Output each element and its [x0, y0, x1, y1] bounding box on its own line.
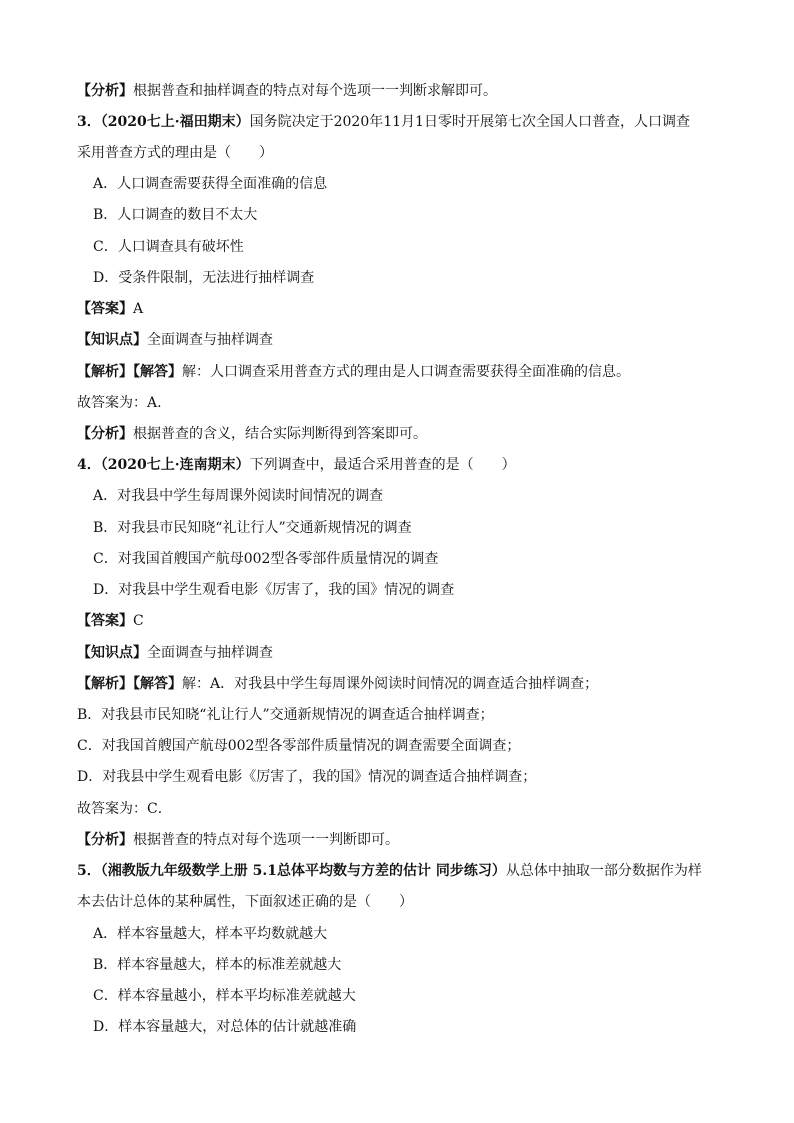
q4-stem: [77, 454, 734, 476]
q5-stem-line2: 本去估计总体的某种属性，下面叙述正确的是（ ）: [77, 894, 413, 910]
q3-option-d: D．受条件限制，无法进行抽样调查: [93, 270, 315, 286]
q5-option-c: C．样本容量越小，样本平均标准差就越大: [93, 988, 356, 1004]
analysis-text: 根据普查的含义，结合实际判断得到答案即可。: [133, 426, 427, 442]
q5-option-d: D．样本容量越大，对总体的估计就越准确: [93, 1019, 357, 1035]
q3-option-a: A．人口调查需要获得全面准确的信息: [93, 176, 328, 192]
q3-answer: [77, 298, 734, 320]
explanation-label: 【解析】【解答】: [77, 364, 182, 380]
analysis-label: 【分析】: [77, 832, 133, 848]
question-source: （2020七上·福田期末）: [100, 114, 250, 130]
question-stem: 从总体中抽取一部分数据作为样: [505, 863, 702, 879]
q4-conclusion: 故答案为：C．: [77, 801, 172, 817]
answer-label: 【答案】: [77, 301, 133, 317]
q4-option-a: A．对我县中学生每周课外阅读时间情况的调查: [93, 488, 384, 504]
explanation-text: 解：人口调查采用普查方式的理由是人口调查需要获得全面准确的信息。: [182, 364, 630, 380]
q4-knowledge-point: [77, 642, 734, 664]
knowledge-label: 【知识点】: [77, 332, 147, 348]
q5-option-b: B．样本容量越大，样本的标准差就越大: [93, 957, 342, 973]
q3-option-c: C．人口调查具有破坏性: [93, 239, 244, 255]
q3-analysis: [77, 423, 734, 445]
q3-stem-line2: 采用普查方式的理由是（ ）: [77, 145, 273, 161]
knowledge-text: 全面调查与抽样调查: [147, 332, 273, 348]
q5-option-a: A．样本容量越大，样本平均数就越大: [93, 926, 328, 942]
q3-knowledge-point: [77, 329, 734, 351]
q3-conclusion: 故答案为：A.: [77, 395, 162, 411]
explanation-text: 解：A．对我县中学生每周课外阅读时间情况的调查适合抽样调查；: [182, 676, 599, 692]
q4-option-d: D．对我县中学生观看电影《厉害了，我的国》情况的调查: [93, 582, 455, 598]
analysis-label: 【分析】: [77, 83, 133, 99]
q5-stem-line1: [77, 860, 734, 882]
answer-label: 【答案】: [77, 613, 133, 629]
q3-option-b: B．人口调查的数目不太大: [93, 207, 258, 223]
q4-analysis: [77, 829, 734, 851]
question-stem: 国务院决定于2020年11月1日零时开展第七次全国人口普查，人口调查: [249, 114, 690, 130]
q4-explanation-line1: [77, 673, 734, 695]
q4-option-c: C．对我国首艘国产航母002型各零部件质量情况的调查: [93, 551, 439, 567]
q4-option-b: B．对我县市民知晓“礼让行人”交通新规情况的调查: [93, 520, 412, 536]
q4-explanation-line4: D．对我县中学生观看电影《厉害了，我的国》情况的调查适合抽样调查；: [77, 769, 537, 785]
q4-explanation-line2: B．对我县市民知晓“礼让行人”交通新规情况的调查适合抽样调查；: [77, 707, 494, 723]
q3-stem-line1: [77, 111, 734, 133]
explanation-label: 【解析】【解答】: [77, 676, 182, 692]
question-number: 3．: [77, 114, 101, 130]
knowledge-label: 【知识点】: [77, 645, 147, 661]
question-number: 5．: [77, 863, 101, 879]
answer-value: A: [133, 301, 144, 317]
analysis-text: 根据普查和抽样调查的特点对每个选项一一判断求解即可。: [133, 83, 497, 99]
q2-analysis: [77, 80, 734, 102]
question-stem: 下列调查中，最适合采用普查的是（ ）: [249, 457, 516, 473]
analysis-label: 【分析】: [77, 426, 133, 442]
knowledge-text: 全面调查与抽样调查: [147, 645, 273, 661]
question-source: （湘教版九年级数学上册 5.1总体平均数与方差的估计 同步练习）: [100, 863, 506, 879]
analysis-text: 根据普查的特点对每个选项一一判断即可。: [133, 832, 399, 848]
question-number: 4．: [77, 457, 101, 473]
q4-explanation-line3: C．对我国首艘国产航母002型各零部件质量情况的调查需要全面调查；: [77, 738, 521, 754]
question-source: （2020七上·连南期末）: [100, 457, 250, 473]
q3-explanation: [77, 361, 734, 383]
q4-answer: [77, 610, 734, 632]
answer-value: C: [133, 613, 144, 629]
